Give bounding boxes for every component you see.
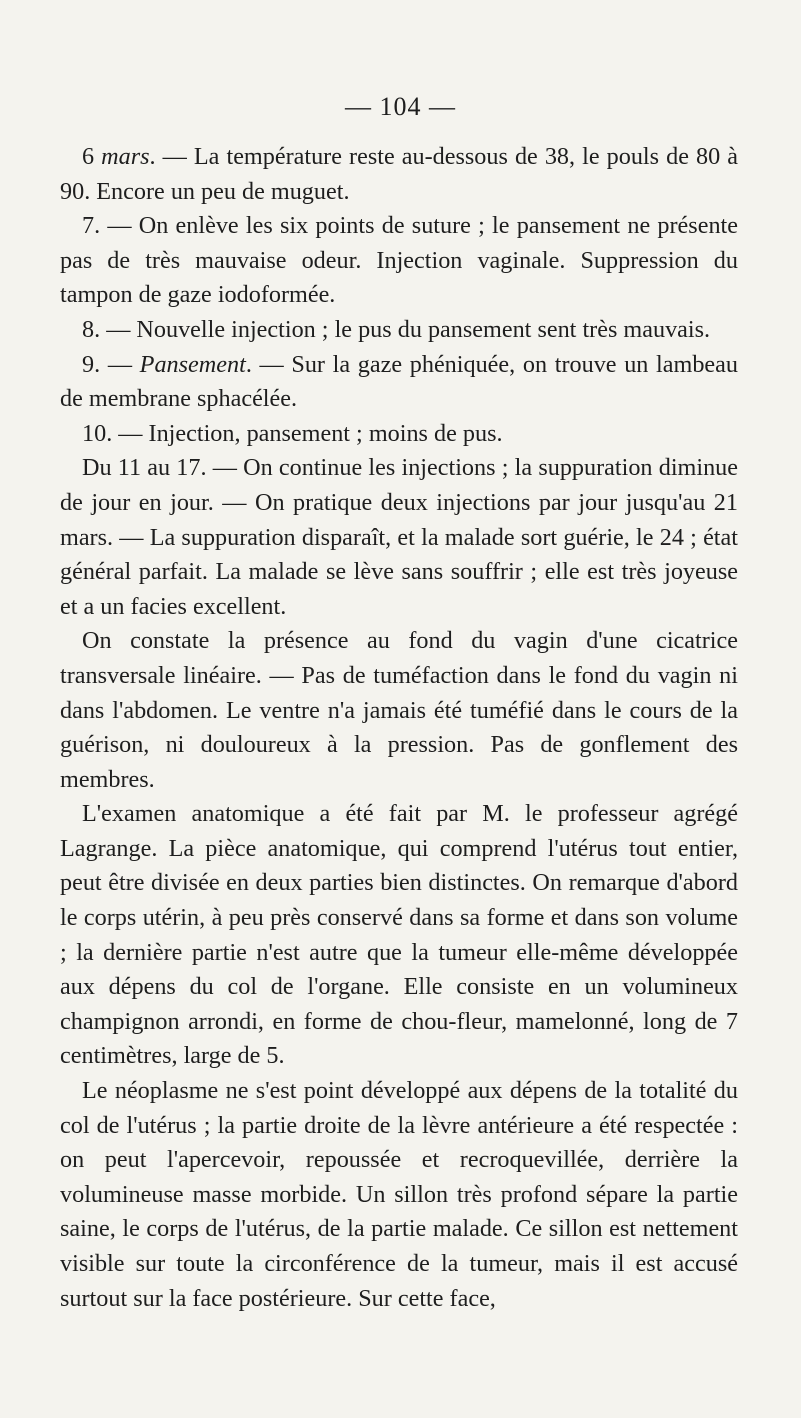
page-number: — 104 — (345, 92, 456, 121)
paragraph-7: 7. — On enlève les six points de suture ; le pansement ne présente pas de très mauvaise odeur. Injection vaginale. Suppression du tampon de gaze iodoformée. (60, 212, 738, 309)
body-text (60, 140, 738, 1316)
paragraph-examen-anatomique: L'examen anatomique a été fait par M. le professeur agrégé Lagrange. La pièce anatomique, qui comprend l'utérus tout entier, peut être divisée en deux parties bien distinctes. On remarque d'abord le corps utérin, à peu près conservé dans sa forme et dans son volume ; la dernière partie n'est autre que la tumeur elle-même développée aux dépens du col de l'organe. Elle consiste en un volumineux champignon arrondi, en forme de chou-fleur, mamelonné, long de 7 centimètres, large de 5. (60, 800, 738, 1070)
paragraph-10: 10. — Injection, pansement ; moins de pus. (82, 419, 503, 447)
paragraph-9: 9. — Pansement. — Sur la gaze phéniquée, on trouve un lambeau de membrane sphacélée. (60, 350, 738, 413)
paragraph-cicatrice: On constate la présence au fond du vagin d'une cicatrice transversale linéaire. — Pas de tuméfaction dans le fond du vagin ni dans l'abdomen. Le ventre n'a jamais été tuméfié dans le cours de la guérison, ni douloureux à la pression. Pas de gonflement des membres. (60, 627, 738, 793)
paragraph-6-mars: 6 mars. — La température reste au-dessous de 38, le pouls de 80 à 90. Encore un peu de muguet. (60, 143, 738, 205)
paragraph-8: 8. — Nouvelle injection ; le pus du pansement sent très mauvais. (82, 315, 711, 343)
paragraph-11-17: Du 11 au 17. — On continue les injections ; la suppuration diminue de jour en jour. — On pratique deux injections par jour jusqu'au 21 mars. — La suppuration disparaît, et la malade sort guérie, le 24 ; état général parfait. La malade se lève sans souffrir ; elle est très joyeuse et a un facies excellent. (60, 454, 738, 620)
paragraph-neoplasme: Le néoplasme ne s'est point développé aux dépens de la totalité du col de l'utérus ; la partie droite de la lèvre antérieure a été respectée : on peut l'apercevoir, repoussée et recroquevillée, derrière la volumineuse masse morbide. Un sillon très profond sépare la partie saine, le corps de l'utérus, de la partie malade. Ce sillon est nettement visible sur toute la circonférence de la tumeur, mais il est accusé surtout sur la face postérieure. Sur cette face, (60, 1077, 738, 1312)
